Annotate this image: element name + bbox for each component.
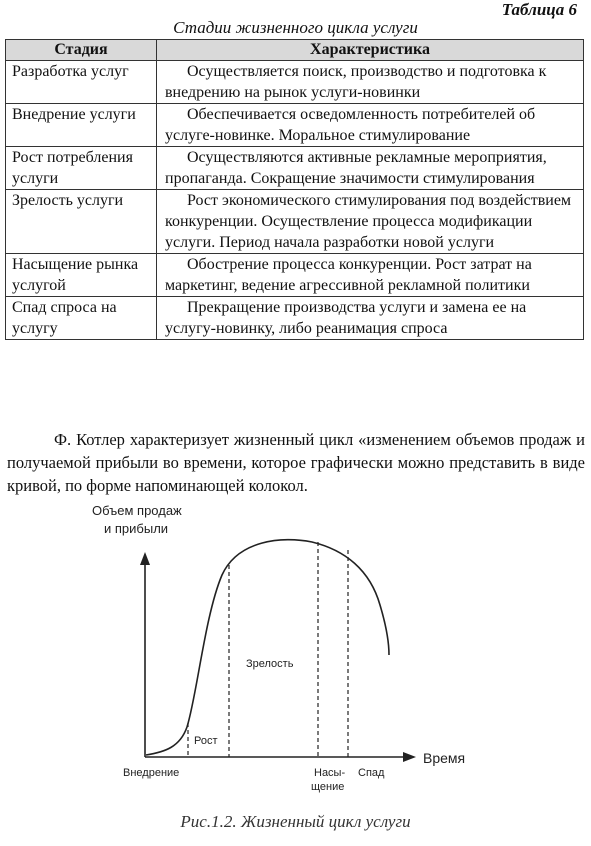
table-row [6,297,584,340]
x-axis-label: Время [423,750,466,766]
table-number: Таблица 6 [501,0,577,19]
table-row [6,104,584,147]
stage-cell: Насыщение рынка услугой [6,254,157,297]
description-cell: Прекращение производства услуги и замена ее на услугу-новинку, либо реанимация спроса [157,297,584,340]
stage-cell: Зрелость услуги [6,190,157,254]
y-axis-arrow [140,552,150,565]
life-cycle-curve [146,540,389,755]
table-row [6,147,584,190]
stages-table [5,39,584,340]
header-characteristic: Характеристика [157,40,584,61]
stage-label-saturation-line1: Насы- [314,767,346,779]
stage-label-introduction: Внедрение [123,767,180,779]
table-caption: Стадии жизненного цикла услуги [173,18,418,37]
description-cell: Рост экономического стимулирования под воздействием конкуренции. Осуществление процесса модификации услуги. Период начала разработки новой услуги [157,190,584,254]
y-axis-label-line2: и прибыли [104,521,169,536]
y-axis-label-line1: Объем продаж [92,503,182,518]
table-row [6,61,584,104]
body-paragraph: Ф. Котлер характеризует жизненный цикл «изменением объемов продаж и получаемой прибыли во времени, которое графически можно представить в виде кривой, по форме напоминающей колокол. [7,430,585,495]
stage-cell: Спад спроса на услугу [6,297,157,340]
description-cell: Осуществляется поиск, производство и подготовка к внедрению на рынок услуги-новинки [157,61,584,104]
stage-label-growth: Рост [194,735,218,747]
life-cycle-figure [0,495,591,807]
description-cell: Осуществляются активные рекламные мероприятия, пропаганда. Сокращение значимости стимулирования [157,147,584,190]
stage-cell: Рост потребления услуги [6,147,157,190]
table-row [6,190,584,254]
table-row [6,254,584,297]
stage-label-maturity: Зрелость [246,658,294,670]
description-cell: Обеспечивается осведомленность потребителей об услуге-новинке. Моральное стимулирование [157,104,584,147]
x-axis-arrow [403,752,416,762]
stage-cell: Разработка услуг [6,61,157,104]
figure-caption: Рис.1.2. Жизненный цикл услуги [180,812,411,831]
table-header-row [6,40,584,61]
stage-label-saturation-line2: щение [311,781,345,793]
description-cell: Обострение процесса конкуренции. Рост затрат на маркетинг, ведение агрессивной рекламной политики [157,254,584,297]
header-stage: Стадия [6,40,157,61]
stage-label-decline: Спад [358,767,385,779]
stage-cell: Внедрение услуги [6,104,157,147]
